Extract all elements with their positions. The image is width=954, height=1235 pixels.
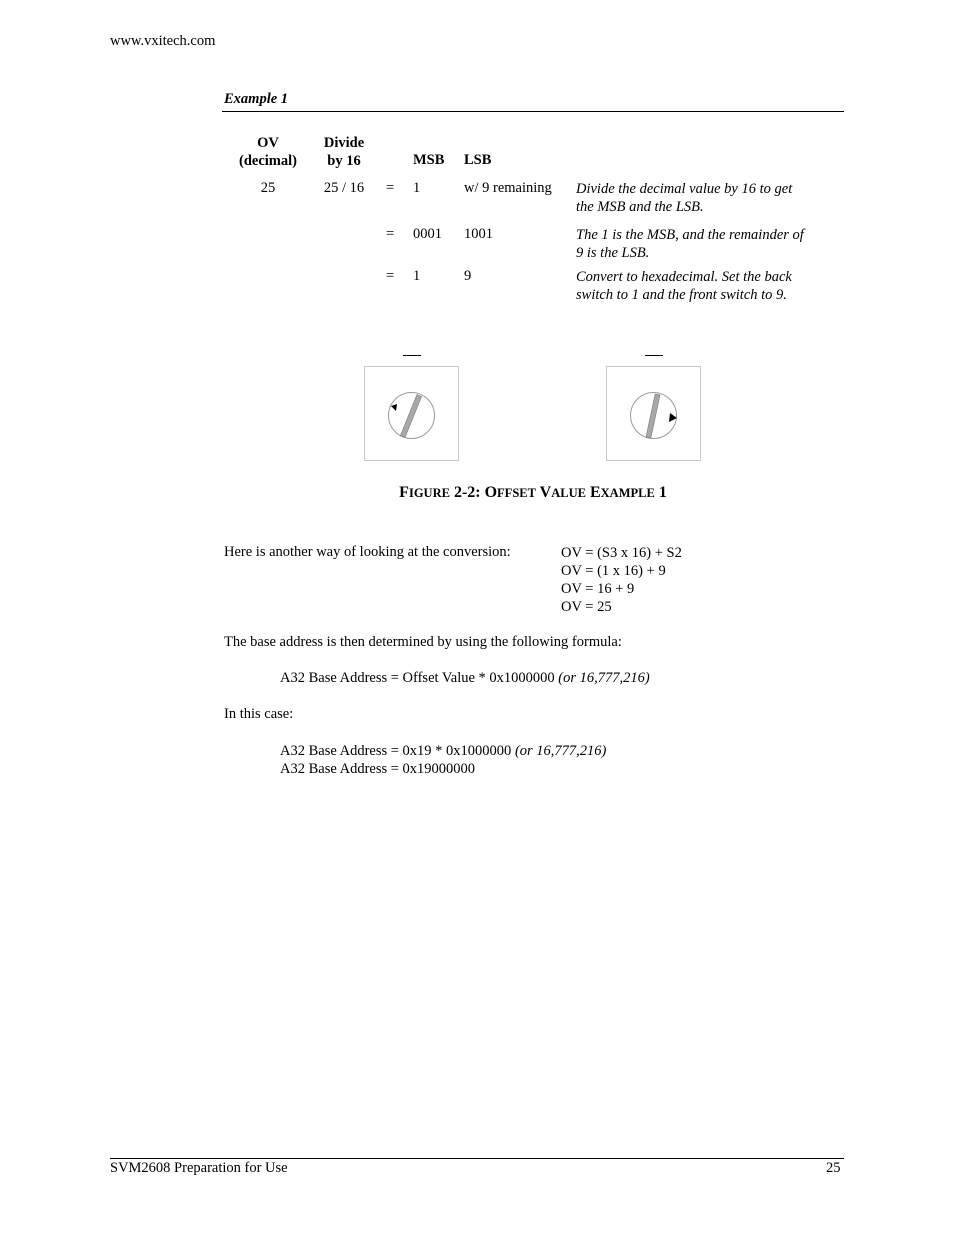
row2-note bbox=[576, 226, 804, 262]
case-line2: A32 Base Address = 0x19000000 bbox=[280, 761, 476, 777]
footer-rule bbox=[110, 1158, 844, 1159]
row1-note-line2: the MSB and the LSB. bbox=[576, 199, 704, 215]
footer-title: SVM2608 Preparation for Use bbox=[110, 1160, 288, 1176]
header-ov bbox=[228, 134, 308, 170]
header-ov-line2: (decimal) bbox=[239, 153, 297, 169]
front-switch bbox=[606, 366, 701, 461]
example-label: Example 1 bbox=[224, 91, 289, 107]
header-ov-line1: OV bbox=[257, 135, 279, 151]
caption-f: F bbox=[399, 484, 409, 501]
conversion-line: OV = 25 bbox=[561, 599, 612, 615]
row3-note-line1: Convert to hexadecimal. Set the back bbox=[576, 269, 792, 285]
caption-xample: XAMPLE bbox=[600, 486, 655, 500]
case-line1 bbox=[280, 742, 606, 760]
header-lsb: LSB bbox=[464, 152, 492, 168]
row3-lsb: 9 bbox=[464, 268, 472, 284]
row3-note bbox=[576, 268, 792, 304]
caption-o: O bbox=[484, 484, 498, 501]
case-lines bbox=[280, 742, 606, 778]
caption-num: 2-2: bbox=[449, 484, 485, 501]
footer-page-number: 25 bbox=[826, 1160, 841, 1176]
conversion-intro: Here is another way of looking at the conversion: bbox=[224, 544, 511, 560]
row1-note-line1: Divide the decimal value by 16 to get bbox=[576, 181, 793, 197]
header-msb: MSB bbox=[413, 152, 445, 168]
case-intro: In this case: bbox=[224, 706, 294, 722]
row3-equals: = bbox=[386, 268, 395, 284]
row2-equals: = bbox=[386, 226, 395, 242]
conversion-lines bbox=[561, 544, 682, 616]
row3-note-line2: switch to 1 and the front switch to 9. bbox=[576, 287, 787, 303]
row2-note-line2: 9 is the LSB. bbox=[576, 245, 650, 261]
formula-intro: The base address is then determined by using the following formula: bbox=[224, 634, 622, 650]
row3-msb: 1 bbox=[413, 268, 421, 284]
front-switch-dial-icon bbox=[607, 367, 700, 460]
row1-equals: = bbox=[386, 180, 395, 196]
caption-v: V bbox=[539, 484, 552, 501]
formula-main-text: A32 Base Address = Offset Value * 0x1000000 bbox=[280, 670, 559, 686]
case-line1-note: (or 16,777,216) bbox=[514, 743, 607, 759]
row2-msb: 0001 bbox=[413, 226, 442, 242]
example-rule bbox=[222, 111, 844, 112]
row1-msb: 1 bbox=[413, 180, 421, 196]
row1-lsb: w/ 9 remaining bbox=[464, 180, 552, 196]
conversion-line: OV = (1 x 16) + 9 bbox=[561, 563, 666, 579]
header-divide bbox=[308, 134, 380, 170]
figure-caption bbox=[222, 484, 844, 502]
conversion-line: OV = 16 + 9 bbox=[561, 581, 635, 597]
back-switch bbox=[364, 366, 459, 461]
caption-e: E bbox=[589, 484, 601, 501]
row1-note bbox=[576, 180, 792, 216]
row1-ov: 25 bbox=[260, 180, 276, 196]
row2-note-line1: The 1 is the MSB, and the remainder of bbox=[576, 227, 804, 243]
case-line1-text: A32 Base Address = 0x19 * 0x1000000 bbox=[280, 743, 515, 759]
header-divide-line2: by 16 bbox=[327, 153, 361, 169]
header-url: www.vxitech.com bbox=[110, 33, 216, 49]
caption-alue: ALUE bbox=[551, 486, 586, 500]
row1-divide: 25 / 16 bbox=[323, 180, 365, 196]
caption-end: 1 bbox=[654, 484, 667, 501]
caption-igure: IGURE bbox=[408, 486, 450, 500]
back-switch-mark bbox=[403, 355, 421, 356]
row2-lsb: 1001 bbox=[464, 226, 493, 242]
formula-main bbox=[280, 670, 650, 687]
caption-ffset: FFSET bbox=[497, 486, 536, 500]
back-switch-dial-icon bbox=[365, 367, 458, 460]
formula-main-note: (or 16,777,216) bbox=[558, 670, 650, 686]
conversion-line: OV = (S3 x 16) + S2 bbox=[561, 545, 682, 561]
front-switch-mark bbox=[645, 355, 663, 356]
header-divide-line1: Divide bbox=[323, 135, 365, 151]
